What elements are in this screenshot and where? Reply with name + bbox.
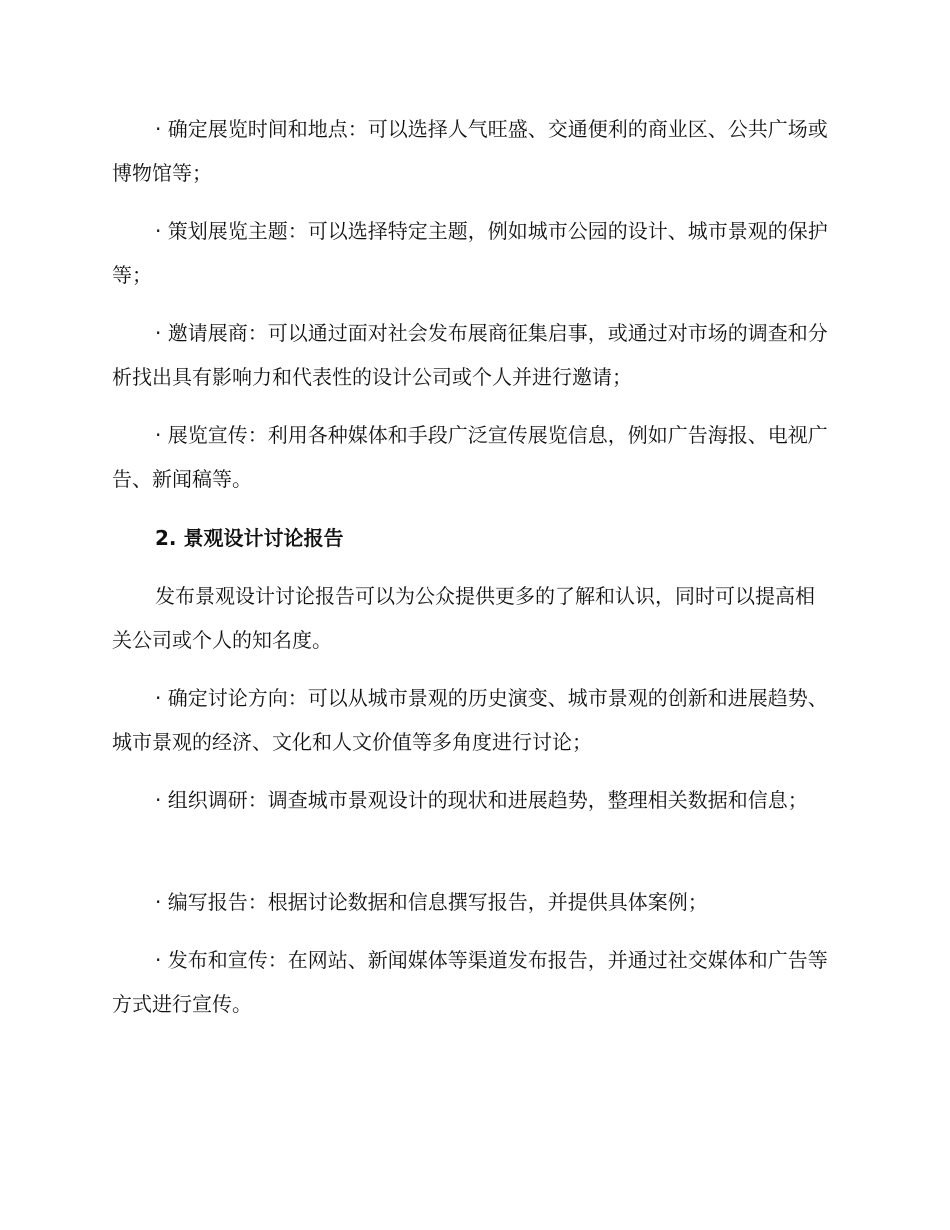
section-heading: 2. 景观设计讨论报告	[155, 526, 344, 550]
intro-paragraph: 发布景观设计讨论报告可以为公众提供更多的了解和认识，同时可以提高相关公司或个人的知名度。	[112, 584, 815, 652]
list-item: · 确定讨论方向：可以从城市景观的历史演变、城市景观的创新和进展趋势、城市景观的经济、文化和人文价值等多角度进行讨论；	[112, 686, 828, 754]
list-item: · 展览宣传：利用各种媒体和手段广泛宣传展览信息，例如广告海报、电视广告、新闻稿等。	[112, 423, 828, 491]
list-item: · 组织调研：调查城市景观设计的现状和进展趋势，整理相关数据和信息；	[155, 788, 808, 812]
list-item: · 邀请展商：可以通过面对社会发布展商征集启事，或通过对市场的调查和分析找出具有影响力和代表性的设计公司或个人并进行邀请；	[112, 321, 828, 389]
list-item: · 发布和宣传：在网站、新闻媒体等渠道发布报告，并通过社交媒体和广告等方式进行宣传。	[112, 948, 828, 1016]
list-item: · 策划展览主题：可以选择特定主题，例如城市公园的设计、城市景观的保护等；	[112, 219, 828, 287]
list-item: · 确定展览时间和地点：可以选择人气旺盛、交通便利的商业区、公共广场或博物馆等；	[112, 117, 828, 185]
list-item: · 编写报告：根据讨论数据和信息撰写报告，并提供具体案例；	[155, 890, 708, 914]
